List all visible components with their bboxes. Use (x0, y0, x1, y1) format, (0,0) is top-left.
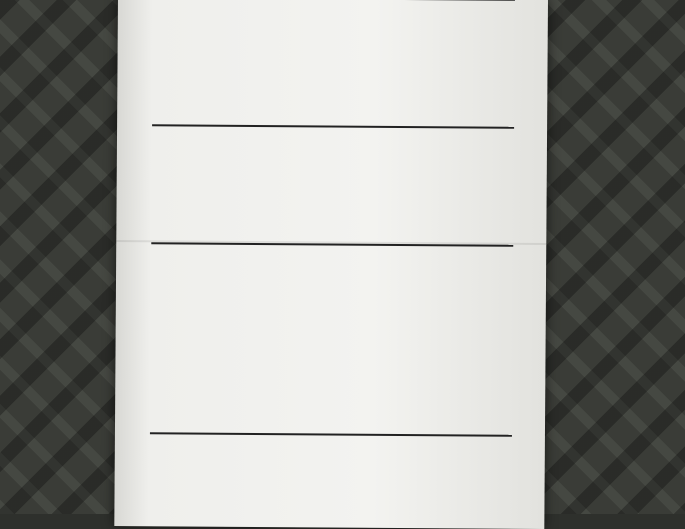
section-afsluitende-werkzaamheden (150, 432, 512, 437)
section-top (153, 0, 515, 1)
service-checklist-sheet (114, 0, 548, 529)
section-banden (152, 124, 514, 129)
